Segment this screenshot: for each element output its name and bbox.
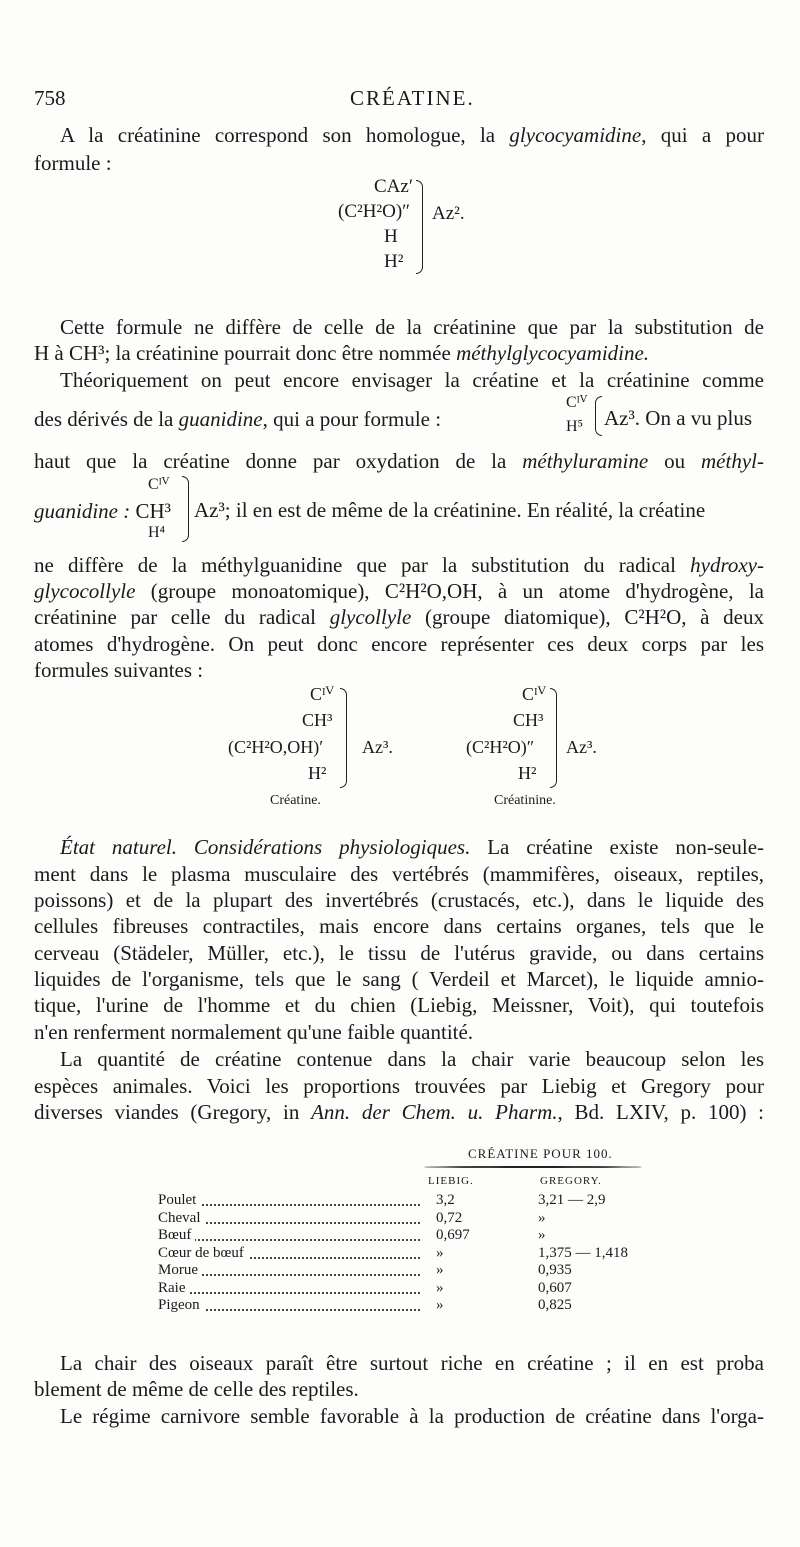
formula-brace	[416, 180, 423, 274]
formula-brace	[595, 396, 602, 436]
text-line: Le régime carnivore semble favorable à la production de créatine dans l'orga-	[60, 1404, 764, 1428]
formula-term: Cᴵⱽ	[310, 684, 334, 704]
table-cell-gregory: 0,935	[538, 1262, 572, 1278]
formula-caption: Créatinine.	[494, 793, 556, 808]
formula-term: H²	[518, 763, 537, 783]
text-line: formules suivantes :	[34, 658, 204, 682]
formula-term: (C²H²O,OH)′	[228, 737, 324, 757]
formula-caption: Créatine.	[270, 793, 321, 808]
table-cell-gregory: 1,375 — 1,418	[538, 1244, 628, 1261]
table-cell-name: Morue	[158, 1262, 202, 1279]
table-col-header: GREGORY.	[540, 1175, 602, 1187]
formula-term: CAz′	[374, 176, 413, 197]
text-line: glycocollyle (groupe monoatomique), C²H²O,OH, à un atome d'hydrogène, la	[34, 579, 764, 603]
text-line: État naturel. Considérations physiologiques. La créatine existe non-seule-	[60, 835, 765, 859]
formula-term: Cᴵⱽ	[148, 476, 170, 493]
text-line: La quantité de créatine contenue dans la chair varie beaucoup selon les	[60, 1047, 764, 1071]
table-cell-name: Poulet	[158, 1192, 200, 1209]
text-line: tique, l'urine de l'homme et du chien (Liebig, Meissner, Voit), qui toutefois	[34, 993, 764, 1017]
formula-term: Az³.	[362, 737, 393, 757]
formula-term: H⁴	[148, 524, 166, 541]
table-cell-name: Cœur de bœuf	[158, 1245, 248, 1262]
table-cell-name: Raie	[158, 1280, 190, 1297]
text-line: n'en renferment normalement qu'une faible quantité.	[34, 1020, 474, 1044]
table-cell-liebig: »	[436, 1244, 444, 1261]
formula-term: CH³	[513, 710, 544, 730]
text-line: liquides de l'organisme, tels que le sang ( Verdeil et Marcet), le liquide amnio-	[34, 967, 764, 991]
text-line: espèces animales. Voici les proportions trouvées par Liebig et Gregory pour	[34, 1074, 764, 1098]
formula-term: H	[384, 226, 398, 247]
formula-term: H²	[384, 251, 404, 272]
table-cell-gregory: 0,607	[538, 1279, 572, 1296]
table-cell-liebig: »	[436, 1279, 444, 1296]
formula-term: CH³	[302, 710, 333, 730]
table-cell-gregory: 0,825	[538, 1297, 572, 1313]
table-cell-name: Pigeon	[158, 1297, 204, 1314]
table-cell-liebig: 0,72	[436, 1209, 463, 1226]
formula-term: Cᴵⱽ	[566, 394, 588, 411]
formula-term: (C²H²O)″	[466, 737, 535, 757]
running-title: CRÉATINE.	[350, 86, 475, 110]
table-cell-name: Bœuf	[158, 1227, 195, 1244]
table-cell-liebig: »	[436, 1262, 444, 1278]
text-line: poissons) et de la plupart des invertébrés (crustacés, etc.), dans le liquide des	[34, 888, 764, 912]
table-cell-liebig: »	[436, 1297, 444, 1313]
text-line: guanidine : CH³	[34, 499, 171, 523]
formula-brace	[340, 688, 347, 788]
formula-term: Cᴵⱽ	[522, 684, 546, 704]
text-line: ment dans le plasma musculaire des vertébrés (mammifères, oiseaux, reptiles,	[34, 862, 764, 886]
text-line: cerveau (Städeler, Müller, etc.), le tissu de l'utérus gravide, ou dans certains	[34, 941, 764, 965]
table-cell-gregory: »	[538, 1209, 546, 1226]
text-line: Théoriquement on peut encore envisager la créatine et la créatinine comme	[60, 368, 764, 392]
formula-term: Az³. On a vu plus	[604, 406, 753, 430]
text-line: formule :	[34, 151, 112, 175]
formula-brace	[550, 688, 557, 788]
text-line: La chair des oiseaux paraît être surtout riche en créatine ; il en est proba	[60, 1351, 764, 1375]
leader-dots	[158, 1280, 420, 1294]
formula-term: Az³.	[566, 737, 597, 757]
formula-term: H⁵	[566, 418, 584, 435]
text-line: Cette formule ne diffère de celle de la créatinine que par la substitution de	[60, 315, 764, 339]
formula-term: (C²H²O)″	[338, 201, 411, 222]
formula-term: Az³; il en est de même de la créatinine. En réalité, la créatine	[194, 498, 706, 522]
text-line: A la créatinine correspond son homologue, la glycocyamidine, qui a pour	[60, 123, 765, 147]
formula-term: H²	[308, 763, 327, 783]
table-cell-liebig: 0,697	[436, 1227, 470, 1243]
text-line: blement de même de celle des reptiles.	[34, 1377, 359, 1401]
table-super-header: CRÉATINE POUR 100.	[468, 1146, 613, 1161]
table-cell-gregory: 3,21 — 2,9	[538, 1192, 606, 1208]
text-line: des dérivés de la guanidine, qui a pour formule :	[34, 407, 442, 431]
text-line: créatinine par celle du radical glycollyle (groupe diatomique), C²H²O, à deux	[34, 605, 764, 629]
table-cell-name: Cheval	[158, 1210, 205, 1227]
text-line: ne diffère de la méthylguanidine que par la substitution du radical hydroxy-	[34, 553, 764, 577]
formula-term: Az².	[432, 203, 465, 224]
table-col-header: LIEBIG.	[428, 1175, 474, 1187]
text-line: H à CH³; la créatinine pourrait donc être nommée méthylglycocyamidine.	[34, 341, 650, 365]
table-header-rule	[424, 1166, 642, 1168]
text-line: atomes d'hydrogène. On peut donc encore représenter ces deux corps par les	[34, 632, 764, 656]
leader-dots	[158, 1227, 420, 1241]
table-cell-gregory: »	[538, 1227, 546, 1243]
formula-brace	[182, 476, 189, 542]
page-number: 758	[34, 86, 66, 110]
text-line: diverses viandes (Gregory, in Ann. der Chem. u. Pharm., Bd. LXIV, p. 100) :	[34, 1100, 765, 1124]
text-line: haut que la créatine donne par oxydation de la méthyluramine ou méthyl-	[34, 449, 764, 473]
table-cell-liebig: 3,2	[436, 1192, 455, 1208]
text-line: cellules fibreuses contractiles, mais encore dans certains organes, tels que le	[34, 914, 764, 938]
